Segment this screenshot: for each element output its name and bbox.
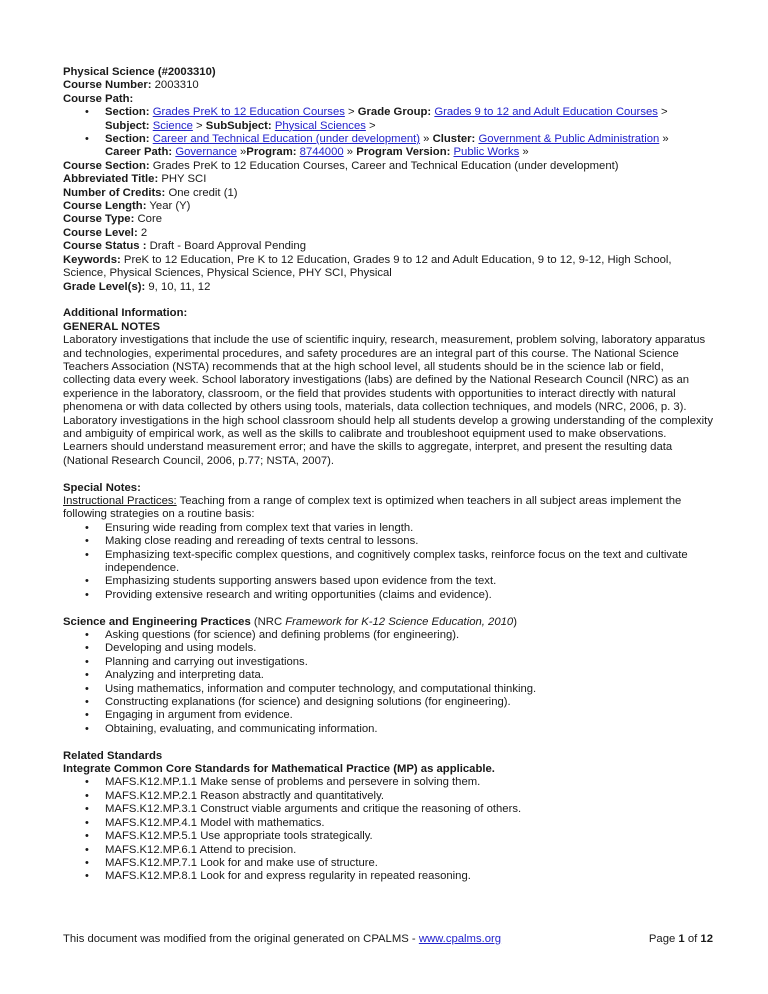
- field-value: PreK to 12 Education, Pre K to 12 Education, Grades 9 to 12 and Adult Education, 9 to 12, 9-12, High School, Science, Physical Sciences, Physical Science, PHY SCI, Physical: [63, 253, 672, 280]
- separator: »: [343, 146, 357, 159]
- practices-ref: (NRC: [250, 615, 286, 628]
- section-label: Section:: [105, 106, 150, 119]
- practices-ref-end: ): [513, 615, 517, 628]
- field-label: Course Status :: [63, 240, 147, 253]
- course-path-list: [63, 106, 713, 160]
- section-link[interactable]: Career and Technical Education (under development): [152, 133, 421, 146]
- course-path-item: [63, 106, 713, 133]
- list-item: • MAFS.K12.MP.5.1 Use appropriate tools strategically.: [63, 830, 713, 843]
- list-item: • Emphasizing text-specific complex questions, and cognitively complex tasks, reinforce focus on the text and cultivate independence.: [63, 549, 713, 576]
- program-version-label: Program Version:: [356, 146, 451, 159]
- subsubject-link[interactable]: Physical Sciences: [274, 119, 366, 132]
- related-standards-heading: Related Standards: [63, 749, 163, 762]
- field-row-course-length: [63, 200, 713, 213]
- separator: »: [236, 146, 247, 159]
- list-item: • Emphasizing students supporting answers based upon evidence from the text.: [63, 575, 713, 588]
- document-page: [63, 66, 713, 884]
- field-row-course-level: [63, 227, 713, 240]
- field-label: Grade Level(s):: [63, 280, 146, 293]
- separator: >: [192, 119, 206, 132]
- subject-link[interactable]: Science: [152, 119, 193, 132]
- course-path-label: Course Path:: [63, 92, 134, 105]
- list-item: • Using mathematics, information and computer technology, and computational thinking.: [63, 683, 713, 696]
- list-item: • MAFS.K12.MP.1.1 Make sense of problems and persevere in solving them.: [63, 776, 713, 789]
- career-path-link[interactable]: Governance: [175, 146, 237, 159]
- field-row-course-section: [63, 160, 713, 173]
- list-item: • Engaging in argument from evidence.: [63, 709, 713, 722]
- instructional-practices-label: Instructional Practices:: [63, 494, 177, 507]
- section-link[interactable]: Grades PreK to 12 Education Courses: [152, 106, 345, 119]
- field-row-course-status: [63, 240, 713, 253]
- additional-info-heading: Additional Information:: [63, 307, 188, 320]
- field-row-course-type: [63, 213, 713, 226]
- field-value: 2003310: [151, 79, 199, 92]
- spacer: [63, 602, 713, 615]
- instructional-practices-intro: [63, 495, 713, 522]
- list-item: • MAFS.K12.MP.4.1 Model with mathematics.: [63, 817, 713, 830]
- page-number: [649, 933, 713, 946]
- field-value: Grades PreK to 12 Education Courses, Career and Technical Education (under development): [149, 159, 619, 172]
- course-title: Physical Science (#2003310): [63, 66, 216, 78]
- spacer: [63, 468, 713, 481]
- cluster-label: Cluster:: [432, 133, 476, 146]
- section-label: Section:: [105, 133, 150, 146]
- separator: >: [344, 106, 358, 119]
- list-item: • MAFS.K12.MP.3.1 Construct viable arguments and critique the reasoning of others.: [63, 803, 713, 816]
- field-label: Course Section:: [63, 159, 150, 172]
- separator: »: [519, 146, 529, 159]
- list-item: • Making close reading and rereading of texts central to lessons.: [63, 535, 713, 548]
- footer-text: [63, 933, 501, 946]
- practices-list: [63, 629, 713, 736]
- field-label: Course Length:: [63, 200, 147, 213]
- spacer: [63, 294, 713, 307]
- program-link[interactable]: 8744000: [299, 146, 344, 159]
- page-of: of: [684, 933, 701, 945]
- field-value: Core: [134, 213, 162, 226]
- grade-group-link[interactable]: Grades 9 to 12 and Adult Education Courses: [434, 106, 658, 119]
- field-row-grade-levels: [63, 281, 713, 294]
- subject-label: Subject:: [105, 119, 150, 132]
- field-label: Abbreviated Title:: [63, 173, 159, 186]
- list-item: • Ensuring wide reading from complex text that varies in length.: [63, 522, 713, 535]
- list-item: • MAFS.K12.MP.8.1 Look for and express regularity in repeated reasoning.: [63, 870, 713, 883]
- list-item: • Planning and carrying out investigations.: [63, 656, 713, 669]
- field-label: Course Level:: [63, 226, 138, 239]
- field-value: Year (Y): [146, 200, 191, 213]
- practices-ref-title: Framework for K-12 Science Education, 2010: [285, 615, 514, 628]
- field-row-credits: [63, 187, 713, 200]
- cpalms-link[interactable]: www.cpalms.org: [418, 933, 502, 945]
- separator: >: [657, 106, 668, 119]
- program-version-link[interactable]: Public Works: [453, 146, 520, 159]
- grade-group-label: Grade Group:: [357, 106, 432, 119]
- related-standards-subheading: Integrate Common Core Standards for Mathematical Practice (MP) as applicable.: [63, 763, 495, 776]
- course-number-row: [63, 79, 713, 92]
- field-row-keywords: [63, 254, 713, 281]
- separator: »: [659, 133, 669, 146]
- field-label: Number of Credits:: [63, 186, 166, 199]
- list-item: • MAFS.K12.MP.7.1 Look for and make use of structure.: [63, 857, 713, 870]
- page-total: 12: [700, 933, 713, 945]
- field-value: Draft - Board Approval Pending: [146, 240, 307, 253]
- page-footer: [63, 933, 713, 946]
- field-label: Keywords:: [63, 253, 121, 266]
- field-value: 9, 10, 11, 12: [145, 280, 211, 293]
- general-notes-body: Laboratory investigations that include the use of scientific inquiry, research, measurement, problem solving, laboratory apparatus and technologies, experimental procedures, and safety procedures are an integral part of this course. The National Science Teachers Association (NSTA) recommends that at the high school level, all students should be in the science lab or field, collecting data every week. School laboratory investigations (labs) are defined by the National Research Council (NRC) as an experience in the laboratory, classroom, or the field that provides students with opportunities to interact directly with natural phenomena or with data collected by others using tools, materials, data collection techniques, and models (NRC, 2006, p. 3). Laboratory investigations in the high school classroom should help all students develop a growing understanding of the complexity and ambiguity of empirical work, as well as the skills to calibrate and troubleshoot equipment used to make observations. Learners should understand measurement error; and have the skills to aggregate, interpret, and present the resulting data (National Research Council, 2006, p.77; NSTA, 2007).: [63, 334, 713, 467]
- page-current: 1: [678, 933, 685, 945]
- field-row-abbreviated-title: [63, 173, 713, 186]
- spacer: [63, 736, 713, 749]
- list-item: • MAFS.K12.MP.2.1 Reason abstractly and quantitatively.: [63, 790, 713, 803]
- field-value: One credit (1): [165, 186, 238, 199]
- list-item: • Providing extensive research and writing opportunities (claims and evidence).: [63, 589, 713, 602]
- footer-note: This document was modified from the original generated on CPALMS -: [63, 933, 419, 945]
- instructional-practices-text: Teaching from a range of complex text is optimized when teachers in all subject areas implement the following strategies on a routine basis:: [63, 494, 682, 521]
- field-value: 2: [137, 226, 148, 239]
- practices-heading-row: [63, 616, 713, 629]
- cluster-link[interactable]: Government & Public Administration: [478, 133, 660, 146]
- separator: »: [420, 133, 433, 146]
- list-item: • Developing and using models.: [63, 642, 713, 655]
- special-notes-heading: Special Notes:: [63, 481, 141, 494]
- list-item: • Analyzing and interpreting data.: [63, 669, 713, 682]
- practices-heading: Science and Engineering Practices: [63, 615, 251, 628]
- list-item: • Obtaining, evaluating, and communicating information.: [63, 723, 713, 736]
- field-label: Course Number:: [63, 79, 152, 92]
- list-item: • Constructing explanations (for science) and designing solutions (for engineering).: [63, 696, 713, 709]
- separator: >: [365, 119, 376, 132]
- list-item: • MAFS.K12.MP.6.1 Attend to precision.: [63, 844, 713, 857]
- instructional-practices-list: [63, 522, 713, 602]
- related-standards-list: [63, 776, 713, 883]
- general-notes-heading: GENERAL NOTES: [63, 320, 161, 333]
- list-item: • Asking questions (for science) and defining problems (for engineering).: [63, 629, 713, 642]
- subsubject-label: SubSubject:: [205, 119, 272, 132]
- program-label: Program:: [246, 146, 297, 159]
- field-value: PHY SCI: [158, 173, 207, 186]
- page-prefix: Page: [648, 933, 679, 945]
- field-label: Course Type:: [63, 213, 135, 226]
- career-path-label: Career Path:: [105, 146, 173, 159]
- course-path-item: [63, 133, 713, 160]
